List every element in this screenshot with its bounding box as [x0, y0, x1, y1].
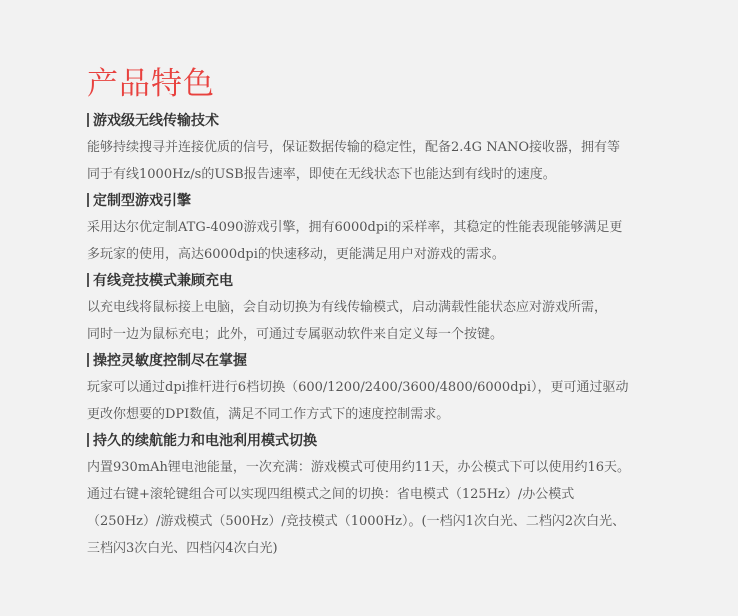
feature-section-wired-charging: [87, 268, 727, 348]
feature-description-line: 玩家可以通过dpi推杆进行6档切换（600/1200/2400/3600/4800/6000dpi），更可通过驱动: [87, 380, 629, 395]
feature-description-line: （250Hz）/游戏模式（500Hz）/竞技模式（1000Hz）。(一档闪1次白光、二档闪2次白光、: [87, 514, 626, 529]
feature-description-line: 以充电线将鼠标接上电脑，会自动切换为有线传输模式，启动满载性能状态应对游戏所需，: [87, 300, 608, 315]
feature-section-wireless: [87, 108, 727, 188]
feature-description-line: 通过右键+滚轮键组合可以实现四组模式之间的切换：省电模式（125Hz）/办公模式: [87, 487, 575, 502]
feature-heading: [87, 428, 727, 454]
feature-heading-text: 持久的续航能力和电池利用模式切换: [93, 433, 317, 449]
feature-heading-text: 定制型游戏引擎: [93, 193, 191, 209]
feature-heading-text: 游戏级无线传输技术: [93, 113, 219, 129]
feature-section-battery: [87, 428, 727, 562]
feature-heading: [87, 108, 727, 134]
feature-section-engine: [87, 188, 727, 268]
feature-description-line: 内置930mAh锂电池能量，一次充满：游戏模式可使用约11天，办公模式下可以使用约16天。: [87, 460, 630, 475]
feature-description-line: 更改你想要的DPI数值，满足不同工作方式下的速度控制需求。: [87, 407, 450, 422]
feature-description-line: 能够持续搜寻并连接优质的信号，保证数据传输的稳定性，配备2.4G NANO接收器，拥有等: [87, 140, 620, 155]
feature-description-line: 三档闪3次白光、四档闪4次白光): [87, 541, 278, 556]
feature-heading-text: 操控灵敏度控制尽在掌握: [93, 353, 247, 369]
feature-description-line: 同于有线1000Hz/s的USB报告速率，即使在无线状态下也能达到有线时的速度。: [87, 167, 556, 182]
feature-section-sensitivity: [87, 348, 727, 428]
feature-list: [87, 108, 727, 562]
feature-heading: [87, 188, 727, 214]
heading-bar-icon: [87, 273, 89, 287]
heading-bar-icon: [87, 193, 89, 207]
heading-bar-icon: [87, 433, 89, 447]
feature-description-line: 多玩家的使用，高达6000dpi的快速移动，更能满足用户对游戏的需求。: [87, 247, 505, 262]
feature-description-line: 同时一边为鼠标充电；此外，可通过专属驱动软件来自定义每一个按键。: [87, 327, 504, 342]
feature-heading: [87, 268, 727, 294]
heading-bar-icon: [87, 113, 89, 127]
feature-description-line: 采用达尔优定制ATG-4090游戏引擎，拥有6000dpi的采样率，其稳定的性能表现能够满足更: [87, 220, 623, 235]
feature-heading: [87, 348, 727, 374]
heading-bar-icon: [87, 353, 89, 367]
feature-heading-text: 有线竞技模式兼顾充电: [93, 273, 233, 289]
page-title: 产品特色: [87, 65, 215, 102]
